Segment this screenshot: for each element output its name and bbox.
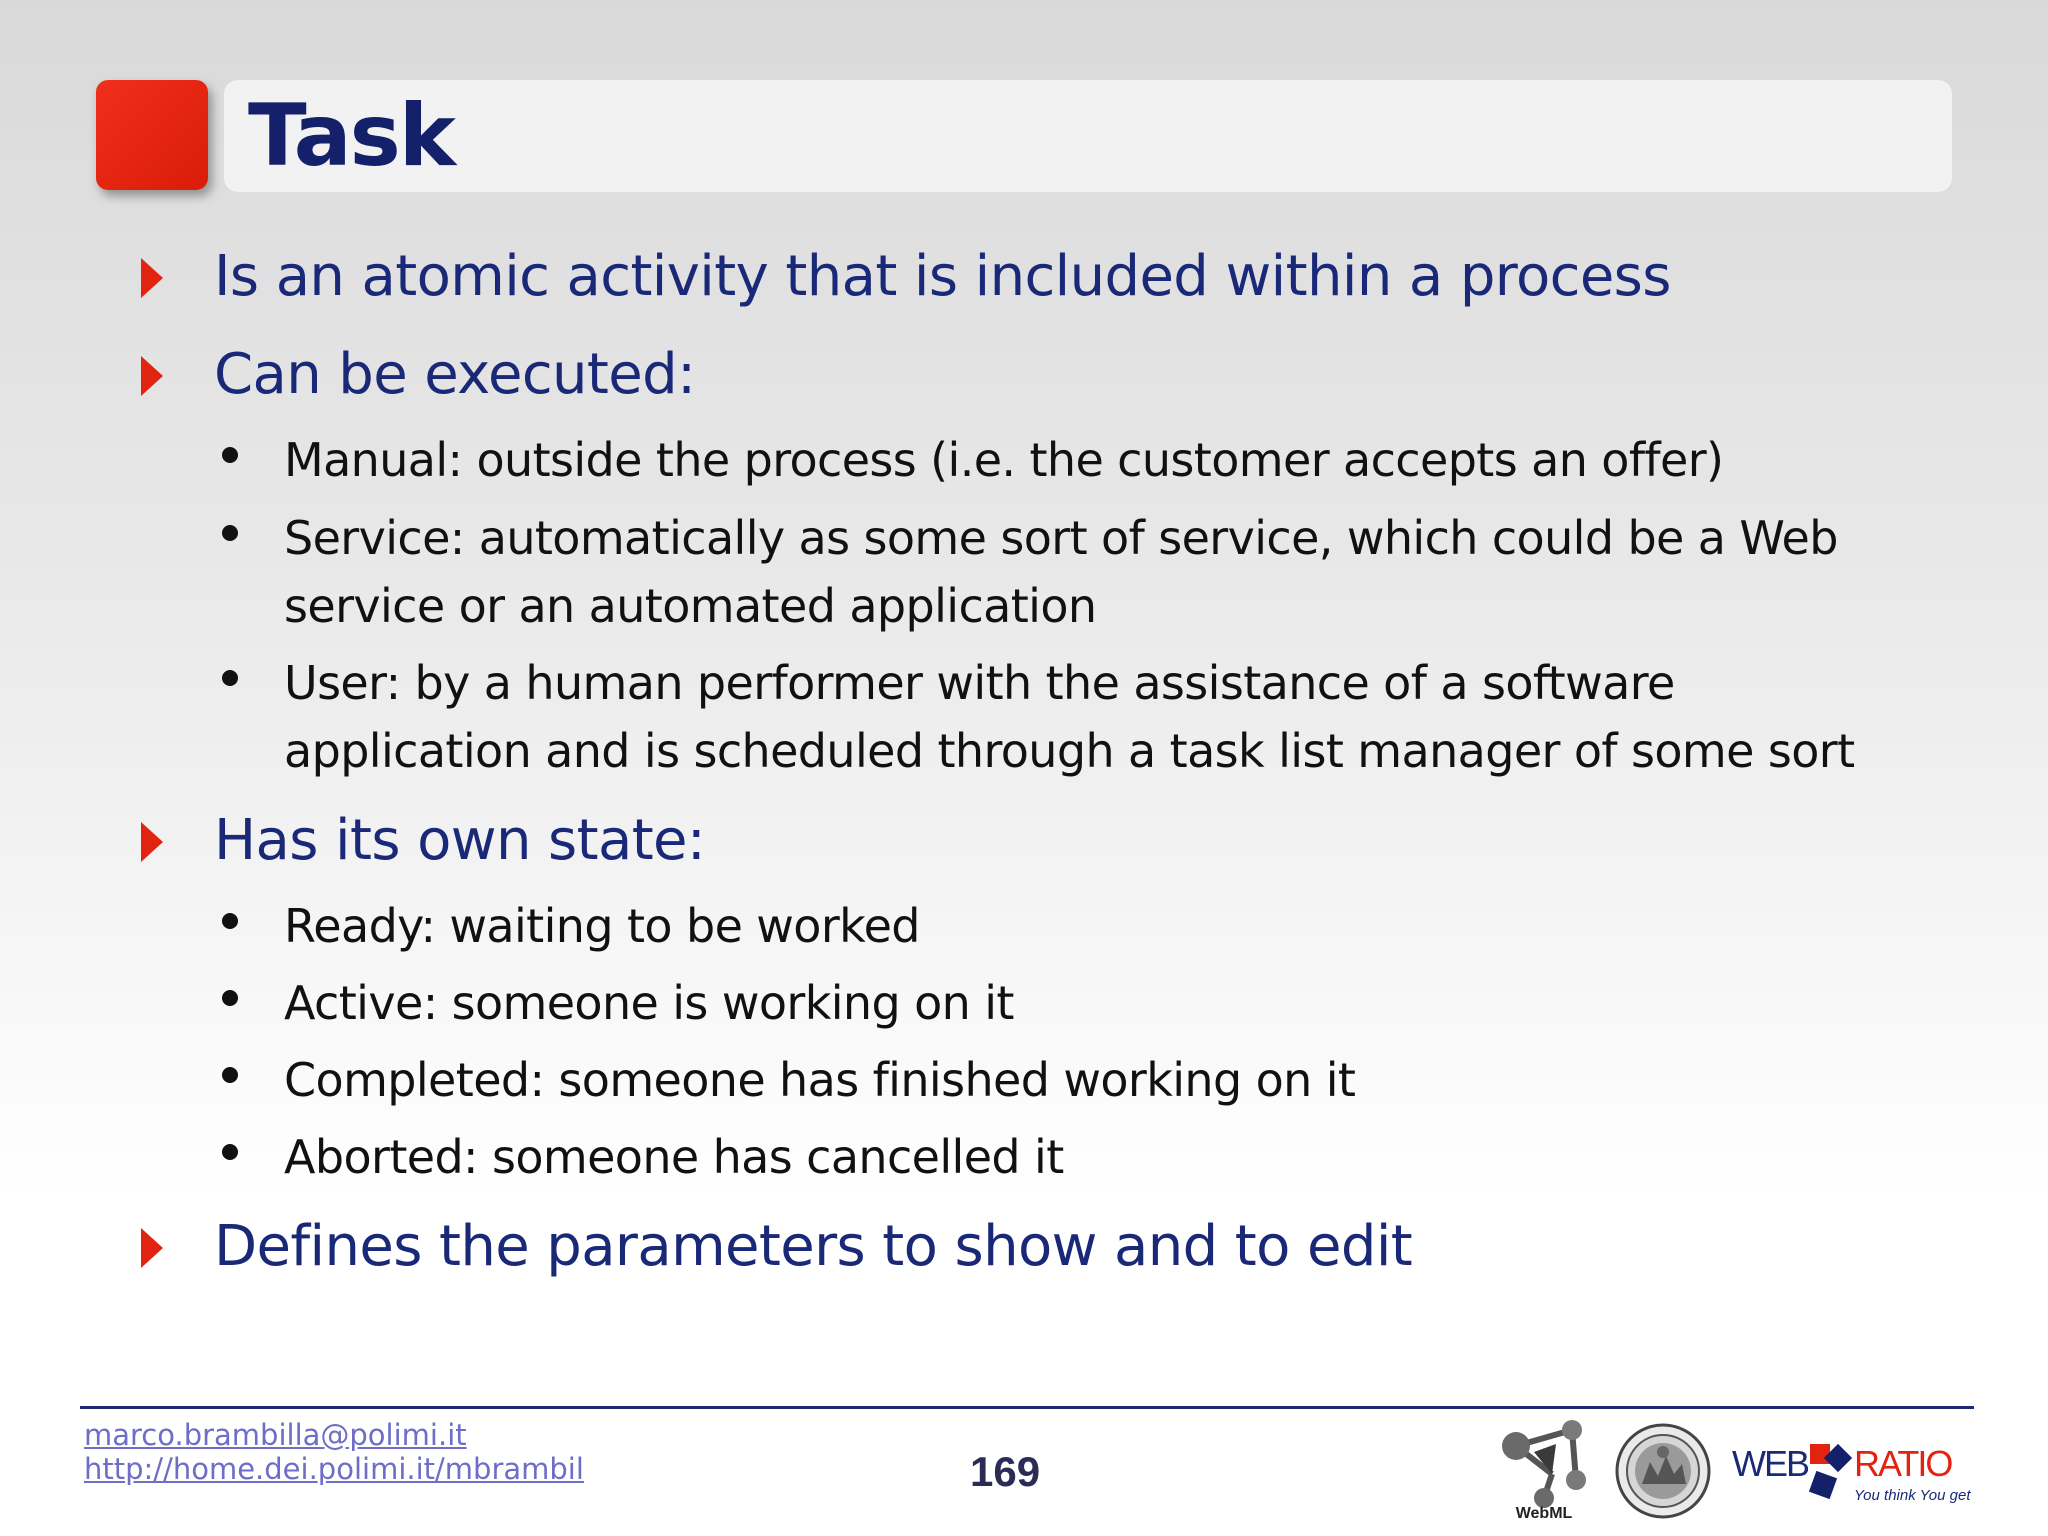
bullet-level2: Ready: waiting to be worked bbox=[284, 899, 920, 953]
arrow-bullet-icon bbox=[141, 356, 163, 396]
title-bar bbox=[224, 80, 1952, 192]
webratio-right-text: RATIO bbox=[1854, 1443, 1952, 1484]
bullet-level1: Is an atomic activity that is included within a process bbox=[214, 244, 1671, 309]
dot-bullet-icon bbox=[222, 913, 238, 929]
dot-bullet-icon bbox=[222, 1144, 238, 1160]
dot-bullet-icon bbox=[222, 1067, 238, 1083]
webratio-logo-icon bbox=[1730, 1440, 1982, 1510]
bullet-level2: Manual: outside the process (i.e. the customer accepts an offer) bbox=[284, 433, 1724, 487]
dot-bullet-icon bbox=[222, 990, 238, 1006]
webratio-tagline: You think You get bbox=[1854, 1487, 1971, 1504]
footer-email-link[interactable]: marco.brambilla@polimi.it bbox=[84, 1418, 467, 1452]
webratio-left-text: WEB bbox=[1732, 1443, 1809, 1484]
bullet-level2: Completed: someone has finished working on it bbox=[284, 1053, 1356, 1107]
slide-title: Task bbox=[248, 86, 454, 186]
footer-url-link[interactable]: http://home.dei.polimi.it/mbrambil bbox=[84, 1452, 584, 1486]
bullet-level1: Has its own state: bbox=[214, 808, 706, 873]
arrow-bullet-icon bbox=[141, 1228, 163, 1268]
arrow-bullet-icon bbox=[141, 258, 163, 298]
bullet-level2: User: by a human performer with the assistance of a software application and is scheduled through a task list manager of some sort bbox=[284, 656, 1855, 778]
bullet-level1: Can be executed: bbox=[214, 342, 696, 407]
bullet-level2: Service: automatically as some sort of service, which could be a Web service or an automated application bbox=[284, 511, 1838, 633]
dot-bullet-icon bbox=[222, 525, 238, 541]
dot-bullet-icon bbox=[222, 447, 238, 463]
webml-label: WebML bbox=[1515, 1505, 1573, 1522]
page-number: 169 bbox=[970, 1448, 1041, 1495]
arrow-bullet-icon bbox=[141, 822, 163, 862]
bullet-level2: Aborted: someone has cancelled it bbox=[284, 1130, 1064, 1184]
bullet-level2: Active: someone is working on it bbox=[284, 976, 1014, 1030]
title-accent-square bbox=[96, 80, 208, 190]
polimi-seal-icon bbox=[1614, 1422, 1712, 1520]
dot-bullet-icon bbox=[222, 670, 238, 686]
webml-logo-icon bbox=[1494, 1416, 1594, 1522]
bullet-level1: Defines the parameters to show and to edit bbox=[214, 1214, 1413, 1279]
footer-divider bbox=[80, 1406, 1974, 1409]
